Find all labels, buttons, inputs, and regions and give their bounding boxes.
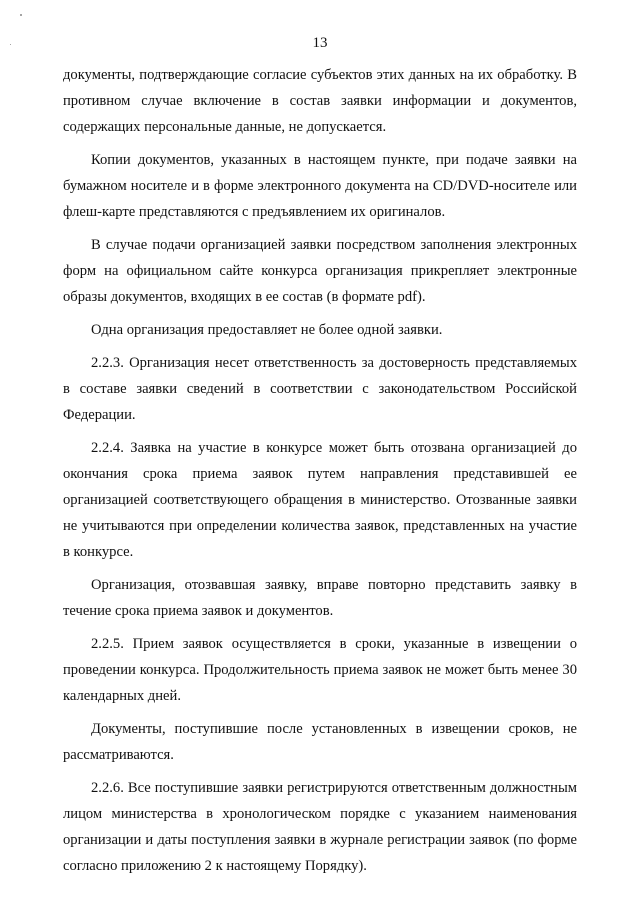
paragraph: Копии документов, указанных в настоящем пункте, при подаче заявки на бумажном носителе и в форме электронного документа на CD/DVD-носителе или флеш-карте представляются с предъявлением их оригиналов. <box>63 152 577 220</box>
paragraph: Одна организация предоставляет не более одной заявки. <box>91 322 443 338</box>
page-number: 13 <box>312 35 328 51</box>
paragraph-section-2-2-6: 2.2.6. Все поступившие заявки регистрируются ответственным должностным лицом министерства в хронологическом порядке с указанием наименования организации и даты поступления заявки в журнале регистрации заявок (по форме согласно приложению 2 к настоящему Порядку). <box>63 780 577 874</box>
paragraph: Документы, поступившие после установленных в извещении сроков, не рассматриваются. <box>63 721 577 763</box>
paragraph: Организация, отозвавшая заявку, вправе повторно представить заявку в течение срока приема заявок и документов. <box>63 577 577 619</box>
document-body <box>63 62 577 886</box>
paragraph-section-2-2-4: 2.2.4. Заявка на участие в конкурсе может быть отозвана организацией до окончания срока приема заявок путем направления представившей ее организацией соответствующего обращения в министерство. Отозванные заявки не учитываются при определении количества заявок, представленных на участие в конкурсе. <box>63 440 577 560</box>
paragraph: документы, подтверждающие согласие субъектов этих данных на их обработку. В противном случае включение в состав заявки информации и документов, содержащих персональные данные, не допускается. <box>63 67 577 135</box>
paragraph-section-2-2-5: 2.2.5. Прием заявок осуществляется в сроки, указанные в извещении о проведении конкурса. Продолжительность приема заявок не может быть менее 30 календарных дней. <box>63 636 577 704</box>
scan-speck <box>20 14 22 16</box>
paragraph: В случае подачи организацией заявки посредством заполнения электронных форм на официальном сайте конкурса организация прикрепляет электронные образы документов, входящих в ее состав (в формате pdf). <box>63 237 577 305</box>
paragraph-section-2-2-3: 2.2.3. Организация несет ответственность за достоверность представляемых в составе заявки сведений в соответствии с законодательством Российской Федерации. <box>63 355 577 423</box>
